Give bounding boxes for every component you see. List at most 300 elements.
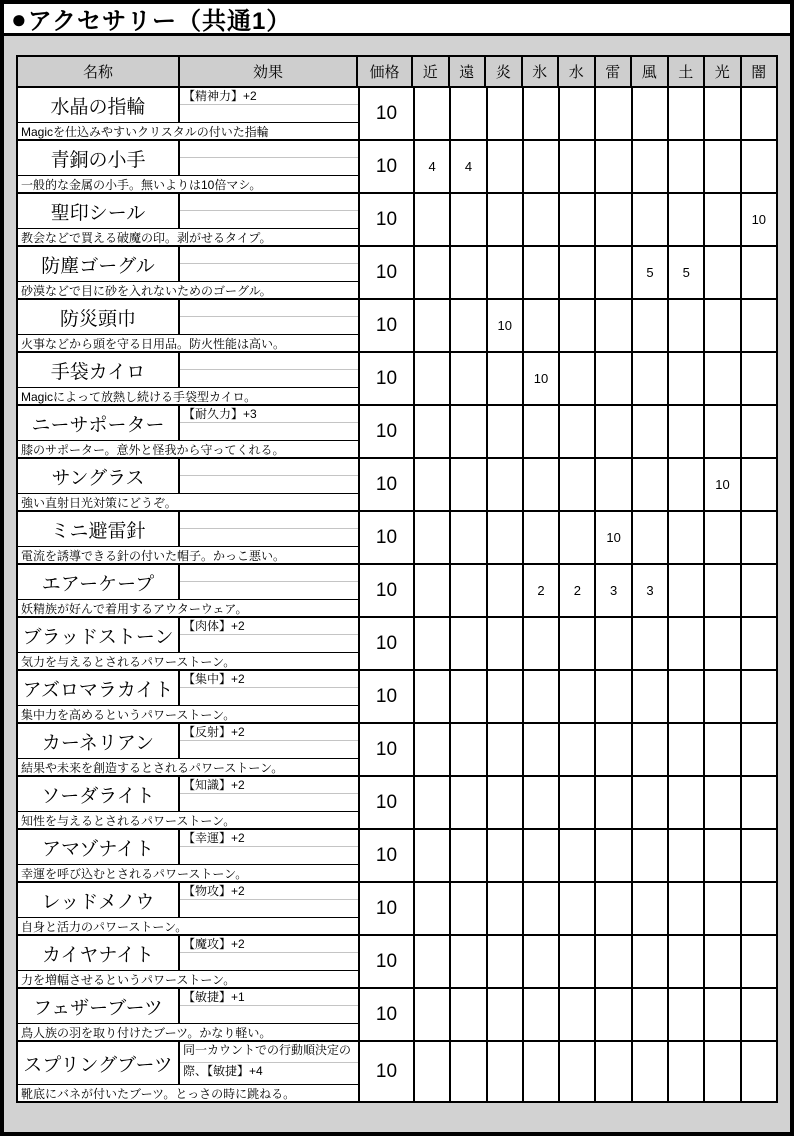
item-effect-line1 xyxy=(180,512,358,529)
stat-cell-ice xyxy=(524,88,560,139)
table-row xyxy=(18,671,776,724)
stat-cell-earth xyxy=(669,194,705,245)
stat-cell-far xyxy=(451,459,487,510)
item-price: 10 xyxy=(360,671,415,722)
stat-cell-far xyxy=(451,88,487,139)
stat-cell-near xyxy=(415,830,451,881)
item-description: Magicによって放熱し続ける手袋型カイロ。 xyxy=(21,389,257,404)
stat-cell-wind xyxy=(633,777,669,828)
item-effect xyxy=(180,300,358,334)
stat-cell-dark xyxy=(742,459,776,510)
item-effect-line1: 【耐久力】+3 xyxy=(180,406,358,423)
stat-cell-wind xyxy=(633,671,669,722)
item-name: ソーダライト xyxy=(18,777,180,811)
row-left-section xyxy=(18,141,360,192)
stat-cell-earth xyxy=(669,512,705,563)
stat-cell-dark xyxy=(742,512,776,563)
item-effect xyxy=(180,883,358,917)
item-description: 集中力を高めるというパワーストーン。 xyxy=(21,707,236,722)
header-stat: 雷 xyxy=(596,57,633,86)
stat-cell-flame xyxy=(488,247,524,298)
item-effect-line2 xyxy=(180,370,358,387)
stat-cell-flame xyxy=(488,353,524,404)
item-effect xyxy=(180,406,358,440)
stat-cell-dark xyxy=(742,830,776,881)
stat-cell-light xyxy=(705,618,741,669)
item-effect xyxy=(180,777,358,811)
item-effect-line1 xyxy=(180,565,358,582)
item-effect-line1: 【幸運】+2 xyxy=(180,830,358,847)
stat-cell-light xyxy=(705,1042,741,1101)
row-left-section xyxy=(18,88,360,139)
item-price: 10 xyxy=(360,353,415,404)
item-effect-line1 xyxy=(180,300,358,317)
stat-cell-flame xyxy=(488,671,524,722)
stat-cell-light: 10 xyxy=(705,459,741,510)
name-effect-row xyxy=(18,300,358,335)
item-name: レッドメノウ xyxy=(18,883,180,917)
stat-cell-water xyxy=(560,353,596,404)
item-price: 10 xyxy=(360,459,415,510)
item-effect-line1 xyxy=(180,194,358,211)
stat-cell-light xyxy=(705,247,741,298)
item-price: 10 xyxy=(360,247,415,298)
item-description: 膝のサポーター。意外と怪我から守ってくれる。 xyxy=(21,442,285,457)
table-row xyxy=(18,565,776,618)
stat-cell-near xyxy=(415,300,451,351)
stat-cell-flame xyxy=(488,830,524,881)
stat-cell-wind xyxy=(633,883,669,934)
stat-cell-flame xyxy=(488,618,524,669)
item-description: 自身と活力のパワーストーン。 xyxy=(21,919,188,934)
item-price: 10 xyxy=(360,777,415,828)
stat-cell-near xyxy=(415,989,451,1040)
stat-cell-thunder xyxy=(596,618,632,669)
stat-cell-earth xyxy=(669,883,705,934)
stat-cell-light xyxy=(705,883,741,934)
name-effect-row xyxy=(18,194,358,229)
item-effect-line2 xyxy=(180,900,358,917)
stat-cell-wind xyxy=(633,1042,669,1101)
stat-cell-earth xyxy=(669,671,705,722)
stat-cell-wind xyxy=(633,88,669,139)
name-effect-row xyxy=(18,565,358,600)
stat-cell-flame xyxy=(488,194,524,245)
stat-cell-near xyxy=(415,459,451,510)
row-left-section xyxy=(18,830,360,881)
stat-cell-water xyxy=(560,936,596,987)
item-effect-line1: 【肉体】+2 xyxy=(180,618,358,635)
stat-cell-near xyxy=(415,883,451,934)
item-effect xyxy=(180,724,358,758)
stat-cell-ice xyxy=(524,247,560,298)
stat-cell-wind xyxy=(633,459,669,510)
item-description: 結果や未来を創造するとされるパワーストーン。 xyxy=(21,760,284,775)
stat-cell-water xyxy=(560,459,596,510)
stat-cell-wind xyxy=(633,194,669,245)
stat-cell-earth xyxy=(669,1042,705,1101)
stat-cell-far xyxy=(451,194,487,245)
header-stat: 炎 xyxy=(486,57,523,86)
table-row xyxy=(18,724,776,777)
item-effect-line2 xyxy=(180,741,358,758)
stat-cell-far xyxy=(451,618,487,669)
name-effect-row xyxy=(18,618,358,653)
item-effect xyxy=(180,618,358,652)
stat-cell-wind xyxy=(633,830,669,881)
stat-cell-dark xyxy=(742,1042,776,1101)
item-effect-line2 xyxy=(180,582,358,599)
stat-cell-water xyxy=(560,777,596,828)
name-effect-row xyxy=(18,1042,358,1085)
stat-cell-light xyxy=(705,777,741,828)
item-effect xyxy=(180,88,358,122)
stat-cell-ice xyxy=(524,459,560,510)
stat-cell-far xyxy=(451,512,487,563)
stat-cell-flame: 10 xyxy=(488,300,524,351)
stat-cell-thunder xyxy=(596,671,632,722)
stat-cell-thunder xyxy=(596,406,632,457)
row-left-section xyxy=(18,777,360,828)
stat-cell-dark xyxy=(742,353,776,404)
stat-cell-wind xyxy=(633,618,669,669)
stat-cell-far xyxy=(451,353,487,404)
stat-cell-dark xyxy=(742,724,776,775)
stat-cell-light xyxy=(705,88,741,139)
stat-cell-ice xyxy=(524,1042,560,1101)
stat-cell-ice xyxy=(524,724,560,775)
stat-cell-flame xyxy=(488,459,524,510)
stat-cell-light xyxy=(705,194,741,245)
stat-cell-thunder: 10 xyxy=(596,512,632,563)
name-effect-row xyxy=(18,406,358,441)
stat-cell-earth xyxy=(669,141,705,192)
item-name: ミニ避雷針 xyxy=(18,512,180,546)
name-effect-row xyxy=(18,936,358,971)
stat-cell-wind: 3 xyxy=(633,565,669,616)
header-stat: 土 xyxy=(669,57,706,86)
stat-cell-thunder xyxy=(596,459,632,510)
stat-cell-near xyxy=(415,406,451,457)
stat-cell-flame xyxy=(488,1042,524,1101)
stat-cell-ice xyxy=(524,671,560,722)
stat-cell-light xyxy=(705,724,741,775)
stat-cell-thunder xyxy=(596,300,632,351)
stat-cell-far xyxy=(451,565,487,616)
row-left-section xyxy=(18,1042,360,1101)
item-price: 10 xyxy=(360,565,415,616)
item-effect-line2 xyxy=(180,688,358,705)
item-description: 強い直射日光対策にどうぞ。 xyxy=(21,495,177,510)
stat-cell-water: 2 xyxy=(560,565,596,616)
item-price: 10 xyxy=(360,1042,415,1101)
stat-cell-ice xyxy=(524,512,560,563)
page-title-bar xyxy=(4,4,790,36)
item-effect-line1: 【物攻】+2 xyxy=(180,883,358,900)
stat-cell-earth xyxy=(669,618,705,669)
table-row xyxy=(18,300,776,353)
item-name: 聖印シール xyxy=(18,194,180,228)
header-stat: 遠 xyxy=(450,57,487,86)
item-effect xyxy=(180,830,358,864)
table-row xyxy=(18,459,776,512)
stat-cell-dark xyxy=(742,618,776,669)
name-effect-row xyxy=(18,247,358,282)
item-effect xyxy=(180,565,358,599)
name-effect-row xyxy=(18,512,358,547)
item-description: 電流を誘導できる針の付いた帽子。かっこ悪い。 xyxy=(21,548,286,563)
header-stat: 近 xyxy=(413,57,450,86)
table-header-row xyxy=(18,57,776,88)
stat-cell-water xyxy=(560,247,596,298)
item-effect-line2 xyxy=(180,635,358,652)
stat-cell-ice: 2 xyxy=(524,565,560,616)
stat-cell-water xyxy=(560,830,596,881)
stat-cell-flame xyxy=(488,88,524,139)
stat-cell-near xyxy=(415,247,451,298)
name-effect-row xyxy=(18,459,358,494)
stat-cell-ice xyxy=(524,300,560,351)
item-effect xyxy=(180,353,358,387)
table-row xyxy=(18,830,776,883)
item-effect xyxy=(180,936,358,970)
name-effect-row xyxy=(18,777,358,812)
stat-cell-far xyxy=(451,406,487,457)
item-effect-line1: 【反射】+2 xyxy=(180,724,358,741)
table-row xyxy=(18,1042,776,1101)
item-description: 鳥人族の羽を取り付けたブーツ。かなり軽い。 xyxy=(21,1025,272,1040)
item-effect-line2 xyxy=(180,317,358,334)
item-description: 火事などから頭を守る日用品。防火性能は高い。 xyxy=(21,336,286,351)
header-name: 名称 xyxy=(18,57,180,86)
stat-cell-near xyxy=(415,194,451,245)
item-effect-line2 xyxy=(180,476,358,493)
table-row xyxy=(18,989,776,1042)
item-effect-line2 xyxy=(180,158,358,175)
item-price: 10 xyxy=(360,194,415,245)
stat-cell-wind xyxy=(633,936,669,987)
item-effect-line1: 【魔攻】+2 xyxy=(180,936,358,953)
row-left-section xyxy=(18,300,360,351)
stat-cell-flame xyxy=(488,883,524,934)
stat-cell-near xyxy=(415,353,451,404)
stat-cell-wind xyxy=(633,724,669,775)
name-effect-row xyxy=(18,141,358,176)
name-effect-row xyxy=(18,353,358,388)
name-effect-row xyxy=(18,671,358,706)
stat-cell-dark xyxy=(742,671,776,722)
name-effect-row xyxy=(18,883,358,918)
table-row xyxy=(18,777,776,830)
stat-cell-water xyxy=(560,989,596,1040)
row-left-section xyxy=(18,724,360,775)
name-effect-row xyxy=(18,724,358,759)
item-effect-line2 xyxy=(180,264,358,281)
item-effect xyxy=(180,141,358,175)
item-effect xyxy=(180,459,358,493)
table-row xyxy=(18,353,776,406)
stat-cell-earth xyxy=(669,406,705,457)
stat-cell-thunder xyxy=(596,247,632,298)
stat-cell-near xyxy=(415,1042,451,1101)
stat-cell-far: 4 xyxy=(451,141,487,192)
item-price: 10 xyxy=(360,936,415,987)
stat-cell-dark xyxy=(742,989,776,1040)
table-row xyxy=(18,883,776,936)
row-left-section xyxy=(18,565,360,616)
stat-cell-water xyxy=(560,194,596,245)
item-effect-line1 xyxy=(180,459,358,476)
stat-cell-wind xyxy=(633,141,669,192)
item-effect-line2 xyxy=(180,794,358,811)
stat-cell-far xyxy=(451,300,487,351)
stat-cell-earth xyxy=(669,88,705,139)
item-price: 10 xyxy=(360,883,415,934)
header-stat: 風 xyxy=(632,57,669,86)
stat-cell-light xyxy=(705,353,741,404)
row-left-section xyxy=(18,671,360,722)
stat-cell-ice: 10 xyxy=(524,353,560,404)
stat-cell-far xyxy=(451,247,487,298)
item-description: 一般的な金属の小手。無いよりは10倍マシ。 xyxy=(21,177,262,192)
item-effect-line1: 【知識】+2 xyxy=(180,777,358,794)
stat-cell-light xyxy=(705,406,741,457)
stat-cell-earth xyxy=(669,724,705,775)
stat-cell-thunder xyxy=(596,353,632,404)
stat-cell-flame xyxy=(488,936,524,987)
header-effect: 効果 xyxy=(180,57,358,86)
table-row xyxy=(18,194,776,247)
accessory-table xyxy=(16,55,778,1103)
stat-cell-far xyxy=(451,671,487,722)
stat-cell-wind xyxy=(633,353,669,404)
stat-cell-water xyxy=(560,406,596,457)
stat-cell-near xyxy=(415,88,451,139)
stat-cell-near xyxy=(415,512,451,563)
stat-cell-light xyxy=(705,830,741,881)
item-effect-line1: 【精神力】+2 xyxy=(180,88,358,105)
header-stat: 光 xyxy=(705,57,742,86)
stat-cell-flame xyxy=(488,989,524,1040)
stat-cell-dark xyxy=(742,565,776,616)
stat-cell-water xyxy=(560,671,596,722)
stat-cell-near xyxy=(415,565,451,616)
stat-cell-ice xyxy=(524,777,560,828)
stat-cell-ice xyxy=(524,618,560,669)
item-name: アマゾナイト xyxy=(18,830,180,864)
item-name: アズロマラカイト xyxy=(18,671,180,705)
item-price: 10 xyxy=(360,724,415,775)
stat-cell-wind xyxy=(633,406,669,457)
stat-cell-earth: 5 xyxy=(669,247,705,298)
stat-cell-light xyxy=(705,936,741,987)
item-effect-line2 xyxy=(180,211,358,228)
stat-cell-thunder xyxy=(596,936,632,987)
item-effect xyxy=(180,512,358,546)
stat-cell-dark xyxy=(742,406,776,457)
row-left-section xyxy=(18,936,360,987)
item-effect xyxy=(180,194,358,228)
item-effect-line2 xyxy=(180,529,358,546)
stat-cell-light xyxy=(705,565,741,616)
stat-cell-wind xyxy=(633,989,669,1040)
item-name: カイヤナイト xyxy=(18,936,180,970)
row-left-section xyxy=(18,512,360,563)
table-row xyxy=(18,512,776,565)
row-left-section xyxy=(18,883,360,934)
header-price: 価格 xyxy=(358,57,413,86)
item-description: 知性を与えるとされるパワーストーン。 xyxy=(21,813,236,828)
row-left-section xyxy=(18,247,360,298)
stat-cell-flame xyxy=(488,512,524,563)
stat-cell-dark xyxy=(742,88,776,139)
item-name: スプリングブーツ xyxy=(18,1042,180,1084)
stat-cell-thunder xyxy=(596,883,632,934)
stat-cell-light xyxy=(705,989,741,1040)
stat-cell-wind xyxy=(633,300,669,351)
table-row xyxy=(18,936,776,989)
stat-cell-dark xyxy=(742,247,776,298)
item-description: 教会などで買える破魔の印。剥がせるタイプ。 xyxy=(21,230,272,245)
item-effect-line2 xyxy=(180,105,358,122)
table-row xyxy=(18,141,776,194)
stat-cell-thunder xyxy=(596,88,632,139)
stat-cell-water xyxy=(560,618,596,669)
table-row xyxy=(18,406,776,459)
header-stat: 氷 xyxy=(523,57,560,86)
stat-cell-water xyxy=(560,88,596,139)
item-price: 10 xyxy=(360,88,415,139)
item-effect-line2 xyxy=(180,423,358,440)
stat-cell-flame xyxy=(488,141,524,192)
stat-cell-water xyxy=(560,883,596,934)
item-effect-line1: 【集中】+2 xyxy=(180,671,358,688)
name-effect-row xyxy=(18,88,358,123)
stat-cell-water xyxy=(560,724,596,775)
header-stat: 水 xyxy=(559,57,596,86)
stat-cell-earth xyxy=(669,830,705,881)
item-name: エアーケープ xyxy=(18,565,180,599)
stat-cell-thunder xyxy=(596,989,632,1040)
item-effect-line2 xyxy=(180,847,358,864)
item-effect xyxy=(180,671,358,705)
stat-cell-thunder xyxy=(596,830,632,881)
item-effect-line2: 際、【敏捷】+4 xyxy=(183,1064,263,1078)
stat-cell-earth xyxy=(669,989,705,1040)
stat-cell-near: 4 xyxy=(415,141,451,192)
item-name: 水晶の指輪 xyxy=(18,88,180,122)
item-description: 力を増幅させるというパワーストーン。 xyxy=(21,972,236,987)
stat-cell-dark xyxy=(742,936,776,987)
item-description: 靴底にバネが付いたブーツ。とっさの時に跳ねる。 xyxy=(21,1086,296,1101)
stat-cell-earth xyxy=(669,565,705,616)
item-name: ニーサポーター xyxy=(18,406,180,440)
page-title: アクセサリー（共通1） xyxy=(27,8,292,35)
item-effect-line1: 同一カウントでの行動順決定の xyxy=(180,1042,358,1063)
item-effect xyxy=(180,247,358,281)
item-price: 10 xyxy=(360,830,415,881)
item-effect-line1: 【敏捷】+1 xyxy=(180,989,358,1006)
stat-cell-ice xyxy=(524,141,560,192)
stat-cell-dark: 10 xyxy=(751,212,767,227)
stat-cell-ice xyxy=(524,406,560,457)
bullet-icon: ● xyxy=(11,3,27,34)
stat-cell-light xyxy=(705,671,741,722)
table-row xyxy=(18,618,776,671)
stat-cell-ice xyxy=(524,194,560,245)
stat-cell-earth xyxy=(669,300,705,351)
stat-cell-water xyxy=(560,141,596,192)
